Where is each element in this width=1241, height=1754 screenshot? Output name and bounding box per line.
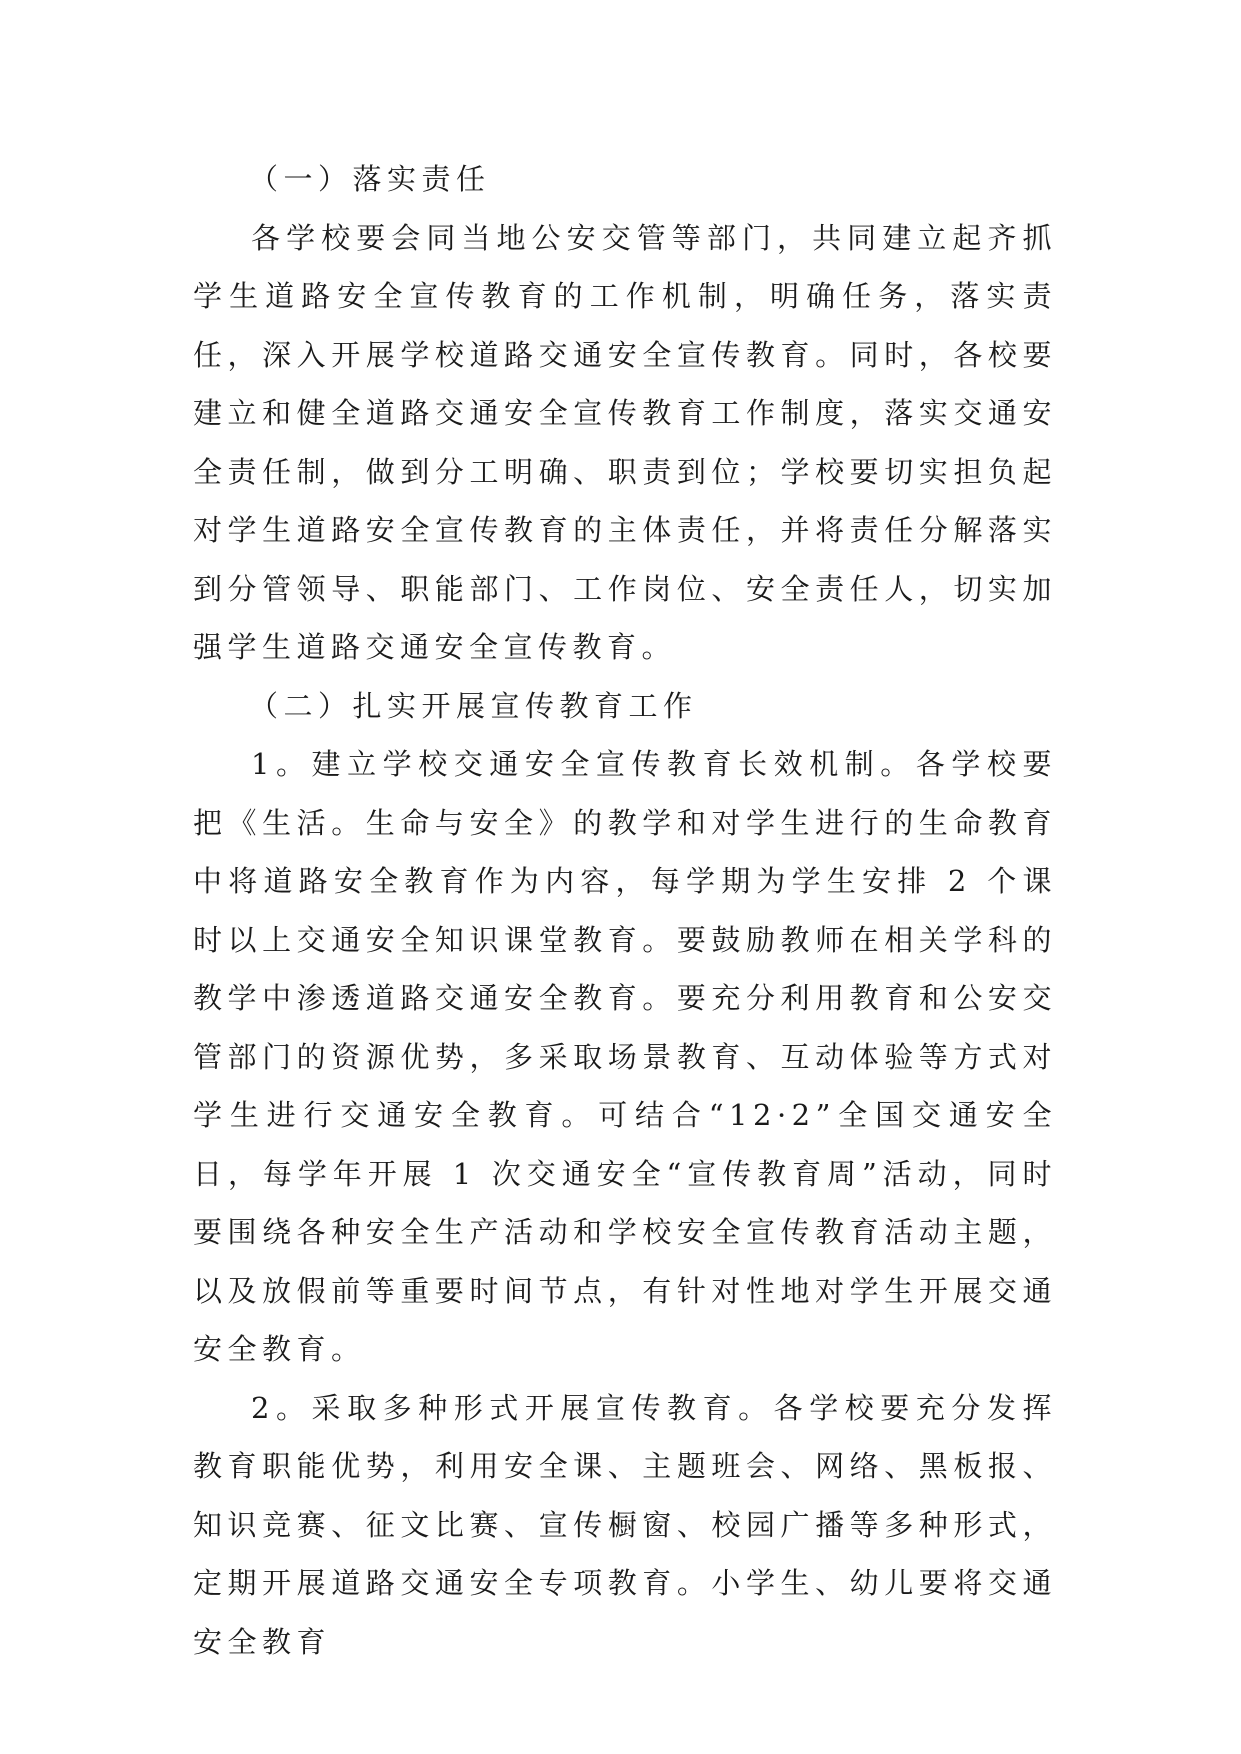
paragraph-responsibility: 各学校要会同当地公安交管等部门，共同建立起齐抓学生道路安全宣传教育的工作机制，明确任务，落实责任，深入开展学校道路交通安全宣传教育。同时，各校要建立和健全道路交通安全宣传教育工作制度，落实交通安全责任制，做到分工明确、职责到位；学校要切实担负起对学生道路安全宣传教育的主体责任，并将责任分解落实到分管领导、职能部门、工作岗位、安全责任人，切实加强学生道路交通安全宣传教育。	[193, 220, 1057, 664]
section-heading-1: （一）落实责任	[249, 162, 491, 196]
paragraph-item-2: 2。采取多种形式开展宣传教育。各学校要充分发挥教育职能优势，利用安全课、主题班会、网络、黑板报、知识竞赛、征文比赛、宣传橱窗、校园广播等多种形式，定期开展道路交通安全专项教育。小学生、幼儿要将交通安全教育	[193, 1390, 1057, 1659]
section-heading-2: （二）扎实开展宣传教育工作	[249, 688, 698, 723]
paragraph-item-1: 1。建立学校交通安全宣传教育长效机制。各学校要把《生活。生命与安全》的教学和对学生进行的生命教育中将道路安全教育作为内容，每学期为学生安排 2 个课时以上交通安全知识课堂教育。要鼓励教师在相关学科的教学中渗透道路交通安全教育。要充分利用教育和公安交管部门的资源优势，多采取场景教育、互动体验等方式对学生进行交通安全教育。可结合“12·2”全国交通安全日，每学年开展 1 次交通安全“宣传教育周”活动，同时要围绕各种安全生产活动和学校安全宣传教育活动主题，以及放假前等重要时间节点，有针对性地对学生开展交通安全教育。	[193, 747, 1057, 1366]
document-body	[193, 150, 1057, 1671]
